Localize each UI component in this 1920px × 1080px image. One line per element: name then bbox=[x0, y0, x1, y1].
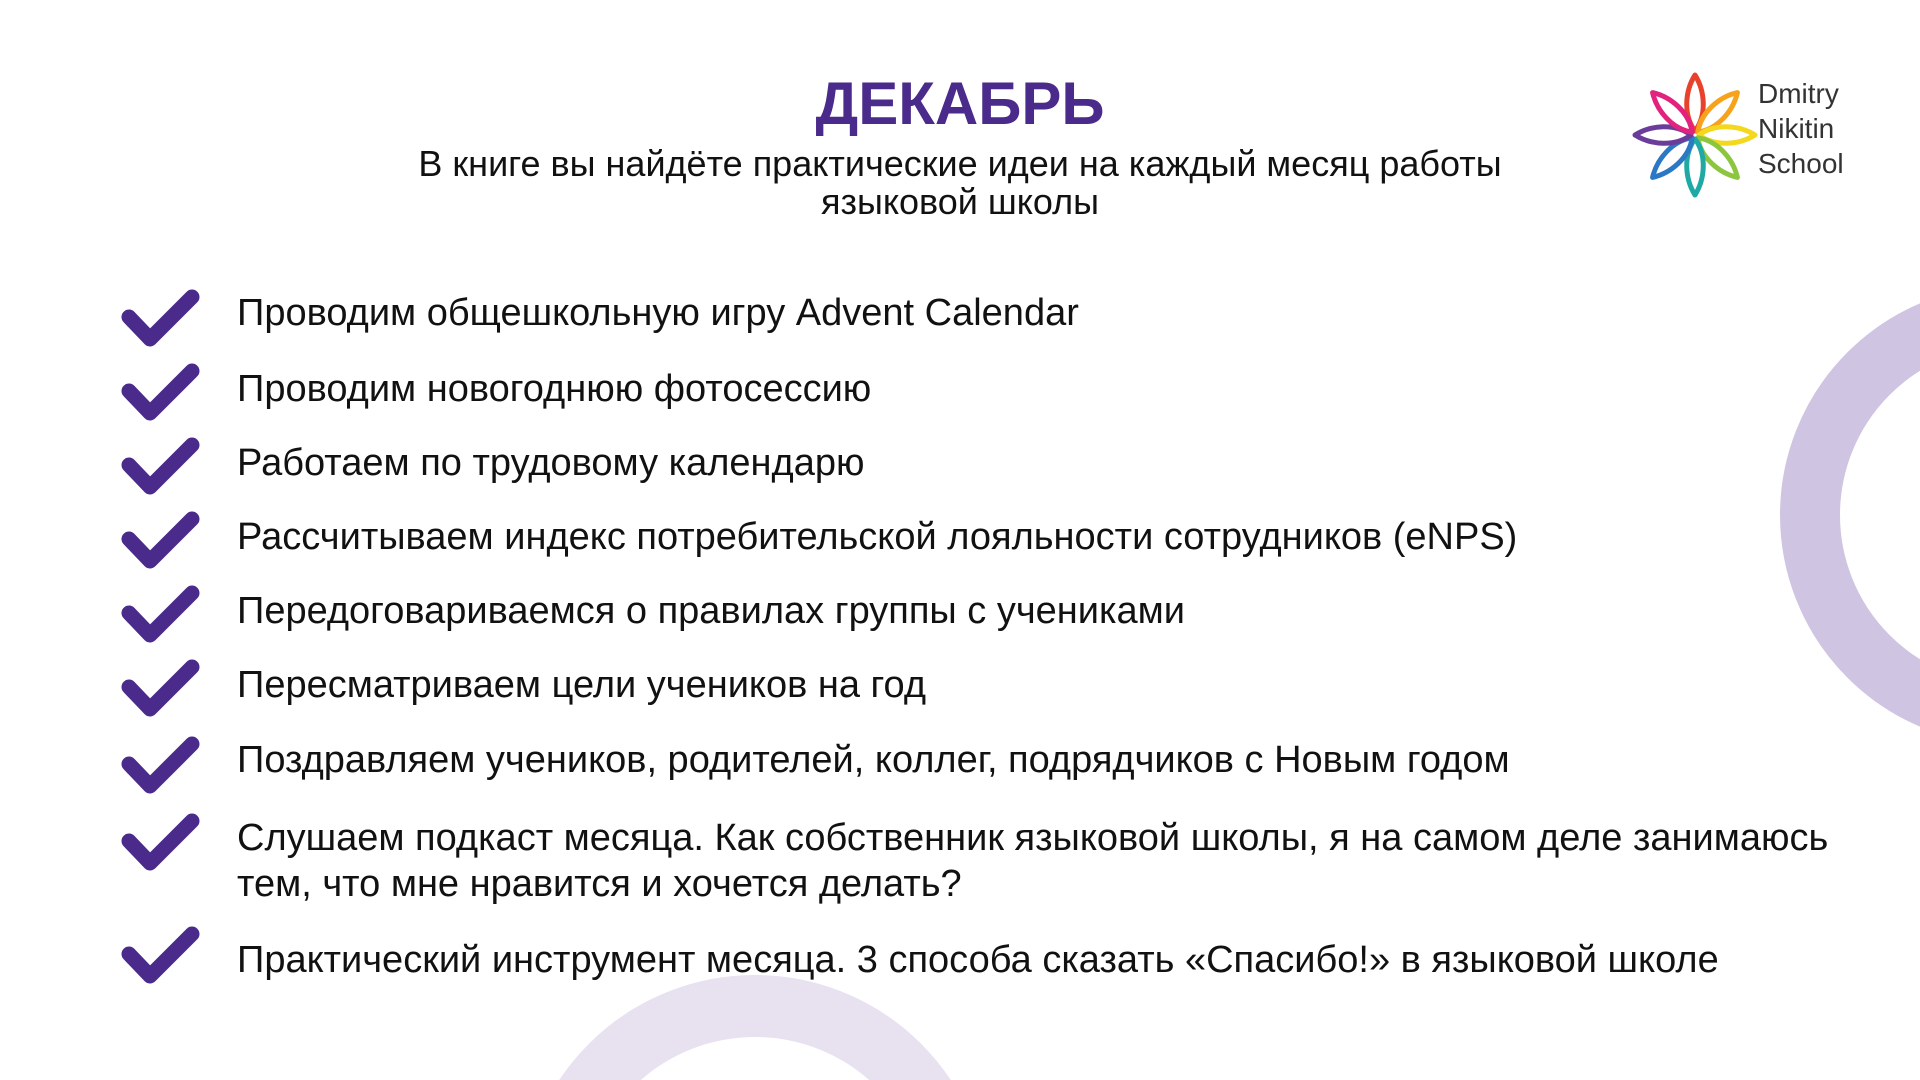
list-item-text: Практический инструмент месяца. 3 способа сказать «Спасибо!» в языковой школе bbox=[237, 939, 1719, 981]
page-subtitle: В книге вы найдёте практические идеи на каждый месяц работы языковой школы bbox=[418, 143, 1502, 222]
checkmark-icon bbox=[120, 510, 202, 576]
logo-line-3: School bbox=[1758, 148, 1844, 179]
checkmark-icon bbox=[120, 812, 202, 878]
checkmark-icon bbox=[120, 436, 202, 502]
list-item-text: Слушаем подкаст месяца. Как собственник языковой школы, я на самом деле занимаюсь тем, что мне нравится и хочется делать? bbox=[237, 817, 1829, 905]
checkmark-icon bbox=[120, 362, 202, 428]
list-item-text: Проводим общешкольную игру Advent Calendar bbox=[237, 292, 1079, 334]
list-item-text: Пересматриваем цели учеников на год bbox=[237, 664, 927, 706]
list-item-text: Работаем по трудовому календарю bbox=[237, 442, 865, 484]
list-item-text: Проводим новогоднюю фотосессию bbox=[237, 368, 872, 410]
checkmark-icon bbox=[120, 735, 202, 801]
list-item-text: Поздравляем учеников, родителей, коллег, подрядчиков с Новым годом bbox=[237, 739, 1510, 781]
list-item-text: Передоговариваемся о правилах группы с учениками bbox=[237, 590, 1185, 632]
logo-line-2: Nikitin bbox=[1758, 113, 1835, 144]
checkmark-icon bbox=[120, 288, 202, 354]
logo-line-1: Dmitry bbox=[1758, 78, 1839, 109]
list-item-text: Рассчитываем индекс потребительской лояльности сотрудников (eNPS) bbox=[237, 516, 1518, 558]
checkmark-icon bbox=[120, 584, 202, 650]
checkmark-icon bbox=[120, 658, 202, 724]
checkmark-icon bbox=[120, 925, 202, 991]
page-title: ДЕКАБРЬ bbox=[815, 70, 1105, 137]
